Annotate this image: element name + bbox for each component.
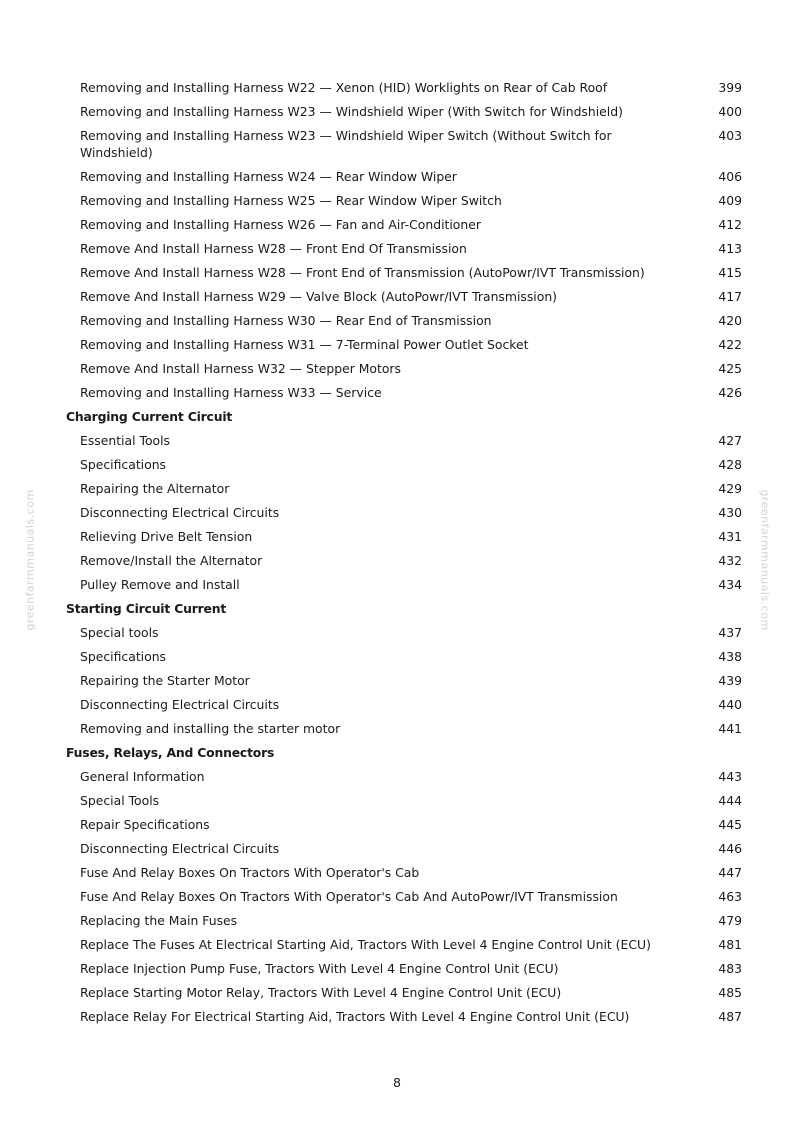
toc-entry-title: Removing and installing the starter motor — [80, 721, 341, 736]
toc-entry-page-number: 426 — [718, 385, 742, 400]
toc-entry[interactable] — [0, 76, 794, 100]
toc-entry-page-number: 483 — [718, 961, 742, 976]
toc-entry-title: Charging Current Circuit — [66, 409, 233, 424]
toc-entry-page-number: 420 — [718, 313, 742, 328]
toc-entry-title: Remove And Install Harness W28 — Front End Of Transmission — [80, 241, 467, 256]
toc-entry-page-number: 430 — [718, 505, 742, 520]
page-number: 8 — [393, 1075, 401, 1090]
toc-section-heading — [0, 741, 794, 765]
toc-entry-title: Remove And Install Harness W28 — Front End of Transmission (AutoPowr/IVT Transmission) — [80, 265, 645, 280]
toc-entry-title: Removing and Installing Harness W31 — 7-Terminal Power Outlet Socket — [80, 337, 529, 352]
toc-entry-title: Remove And Install Harness W32 — Stepper Motors — [80, 361, 401, 376]
toc-entry[interactable] — [0, 381, 794, 405]
toc-entry-title: Replace The Fuses At Electrical Starting Aid, Tractors With Level 4 Engine Control Unit (ECU) — [80, 937, 651, 952]
toc-entry-title: Relieving Drive Belt Tension — [80, 529, 253, 544]
toc-entry-page-number: 481 — [718, 937, 742, 952]
toc-entry[interactable] — [0, 549, 794, 573]
toc-entry[interactable] — [0, 573, 794, 597]
toc-entry-page-number: 440 — [718, 697, 742, 712]
toc-entry[interactable] — [0, 525, 794, 549]
toc-entry-page-number: 441 — [718, 721, 742, 736]
toc-entry[interactable] — [0, 933, 794, 957]
toc-entry-title: Pulley Remove and Install — [80, 577, 240, 592]
toc-entry[interactable] — [0, 213, 794, 237]
toc-entry-page-number: 429 — [718, 481, 742, 496]
toc-entry[interactable] — [0, 165, 794, 189]
toc-entry-title: Removing and Installing Harness W33 — Service — [80, 385, 382, 400]
toc-entry-page-number: 446 — [718, 841, 742, 856]
toc-entry-title: Special Tools — [80, 793, 160, 808]
toc-entry-title: Specifications — [80, 649, 167, 664]
toc-entry[interactable] — [0, 861, 794, 885]
toc-entry-page-number: 487 — [718, 1009, 742, 1024]
toc-entry-page-number: 444 — [718, 793, 742, 808]
toc-entry-page-number: 443 — [718, 769, 742, 784]
toc-entry-page-number: 403 — [718, 128, 742, 143]
toc-entry-title: Repairing the Alternator — [80, 481, 230, 496]
toc-entry-title: Removing and Installing Harness W30 — Rear End of Transmission — [80, 313, 492, 328]
toc-entry-title: Replace Relay For Electrical Starting Aid, Tractors With Level 4 Engine Control Unit (ECU) — [80, 1009, 630, 1024]
toc-entry[interactable] — [0, 453, 794, 477]
toc-entry[interactable] — [0, 357, 794, 381]
toc-entry-title: Disconnecting Electrical Circuits — [80, 697, 280, 712]
toc-entry[interactable] — [0, 765, 794, 789]
toc-entry-title: Fuse And Relay Boxes On Tractors With Operator's Cab — [80, 865, 420, 880]
toc-entry-page-number: 428 — [718, 457, 742, 472]
toc-entry-page-number: 432 — [718, 553, 742, 568]
toc-entry[interactable] — [0, 885, 794, 909]
toc-entry-page-number: 427 — [718, 433, 742, 448]
toc-entry[interactable] — [0, 100, 794, 124]
toc-section-heading — [0, 405, 794, 429]
toc-section-heading — [0, 597, 794, 621]
toc-entry-title: Removing and Installing Harness W25 — Rear Window Wiper Switch — [80, 193, 502, 208]
toc-entry[interactable] — [0, 717, 794, 741]
toc-entry-page-number: 406 — [718, 169, 742, 184]
toc-entry-page-number: 437 — [718, 625, 742, 640]
toc-entry[interactable] — [0, 957, 794, 981]
toc-entry[interactable] — [0, 909, 794, 933]
toc-entry[interactable] — [0, 789, 794, 813]
toc-entry[interactable] — [0, 261, 794, 285]
toc-entry-page-number: 431 — [718, 529, 742, 544]
toc-entry[interactable] — [0, 477, 794, 501]
toc-entry[interactable] — [0, 1005, 794, 1029]
toc-entry[interactable] — [0, 333, 794, 357]
toc-entry[interactable] — [0, 693, 794, 717]
toc-entry-title: Repairing the Starter Motor — [80, 673, 250, 688]
toc-entry-title: General Information — [80, 769, 205, 784]
toc-entry-title: Disconnecting Electrical Circuits — [80, 841, 280, 856]
toc-entry[interactable] — [0, 669, 794, 693]
toc-entry-title: Starting Circuit Current — [66, 601, 227, 616]
table-of-contents — [0, 76, 794, 1029]
watermark-right: greenfarmmanuals.com — [758, 489, 772, 631]
toc-entry[interactable] — [0, 429, 794, 453]
toc-entry-page-number: 447 — [718, 865, 742, 880]
toc-entry-page-number: 415 — [718, 265, 742, 280]
toc-entry[interactable] — [0, 189, 794, 213]
toc-entry-page-number: 434 — [718, 577, 742, 592]
watermark-left: greenfarmmanuals.com — [23, 489, 37, 631]
toc-entry-page-number: 438 — [718, 649, 742, 664]
toc-entry[interactable] — [0, 621, 794, 645]
toc-entry[interactable] — [0, 981, 794, 1005]
toc-entry-page-number: 413 — [718, 241, 742, 256]
toc-entry-page-number: 485 — [718, 985, 742, 1000]
toc-entry[interactable] — [0, 124, 794, 165]
toc-entry-title: Repair Specifications — [80, 817, 210, 832]
toc-entry-page-number: 425 — [718, 361, 742, 376]
toc-entry-page-number: 417 — [718, 289, 742, 304]
toc-entry-page-number: 399 — [718, 80, 742, 95]
toc-entry-title: Removing and Installing Harness W23 — Windshield Wiper Switch (Without Switch for Windshield) — [80, 128, 612, 160]
toc-entry-title: Special tools — [80, 625, 159, 640]
toc-entry-title: Replace Injection Pump Fuse, Tractors With Level 4 Engine Control Unit (ECU) — [80, 961, 559, 976]
toc-entry-title: Essential Tools — [80, 433, 171, 448]
toc-entry-page-number: 400 — [718, 104, 742, 119]
toc-entry-title: Disconnecting Electrical Circuits — [80, 505, 280, 520]
toc-entry-page-number: 439 — [718, 673, 742, 688]
toc-entry[interactable] — [0, 285, 794, 309]
toc-entry[interactable] — [0, 237, 794, 261]
toc-entry[interactable] — [0, 309, 794, 333]
toc-entry-title: Removing and Installing Harness W23 — Windshield Wiper (With Switch for Windshield) — [80, 104, 623, 119]
toc-entry-page-number: 409 — [718, 193, 742, 208]
toc-entry[interactable] — [0, 501, 794, 525]
toc-entry-title: Replace Starting Motor Relay, Tractors With Level 4 Engine Control Unit (ECU) — [80, 985, 562, 1000]
toc-entry-title: Remove And Install Harness W29 — Valve Block (AutoPowr/IVT Transmission) — [80, 289, 558, 304]
toc-entry-page-number: 422 — [718, 337, 742, 352]
toc-entry[interactable] — [0, 813, 794, 837]
toc-entry-title: Specifications — [80, 457, 167, 472]
toc-entry-title: Fuses, Relays, And Connectors — [66, 745, 275, 760]
toc-entry-title: Remove/Install the Alternator — [80, 553, 263, 568]
toc-entry-title: Removing and Installing Harness W26 — Fan and Air-Conditioner — [80, 217, 481, 232]
toc-entry-title: Fuse And Relay Boxes On Tractors With Operator's Cab And AutoPowr/IVT Transmission — [80, 889, 618, 904]
toc-entry[interactable] — [0, 837, 794, 861]
toc-entry-title: Replacing the Main Fuses — [80, 913, 238, 928]
toc-entry-page-number: 479 — [718, 913, 742, 928]
toc-entry-title: Removing and Installing Harness W24 — Rear Window Wiper — [80, 169, 457, 184]
toc-entry-page-number: 412 — [718, 217, 742, 232]
toc-entry-page-number: 463 — [718, 889, 742, 904]
toc-entry[interactable] — [0, 645, 794, 669]
toc-entry-title: Removing and Installing Harness W22 — Xenon (HID) Worklights on Rear of Cab Roof — [80, 80, 608, 95]
toc-entry-page-number: 445 — [718, 817, 742, 832]
